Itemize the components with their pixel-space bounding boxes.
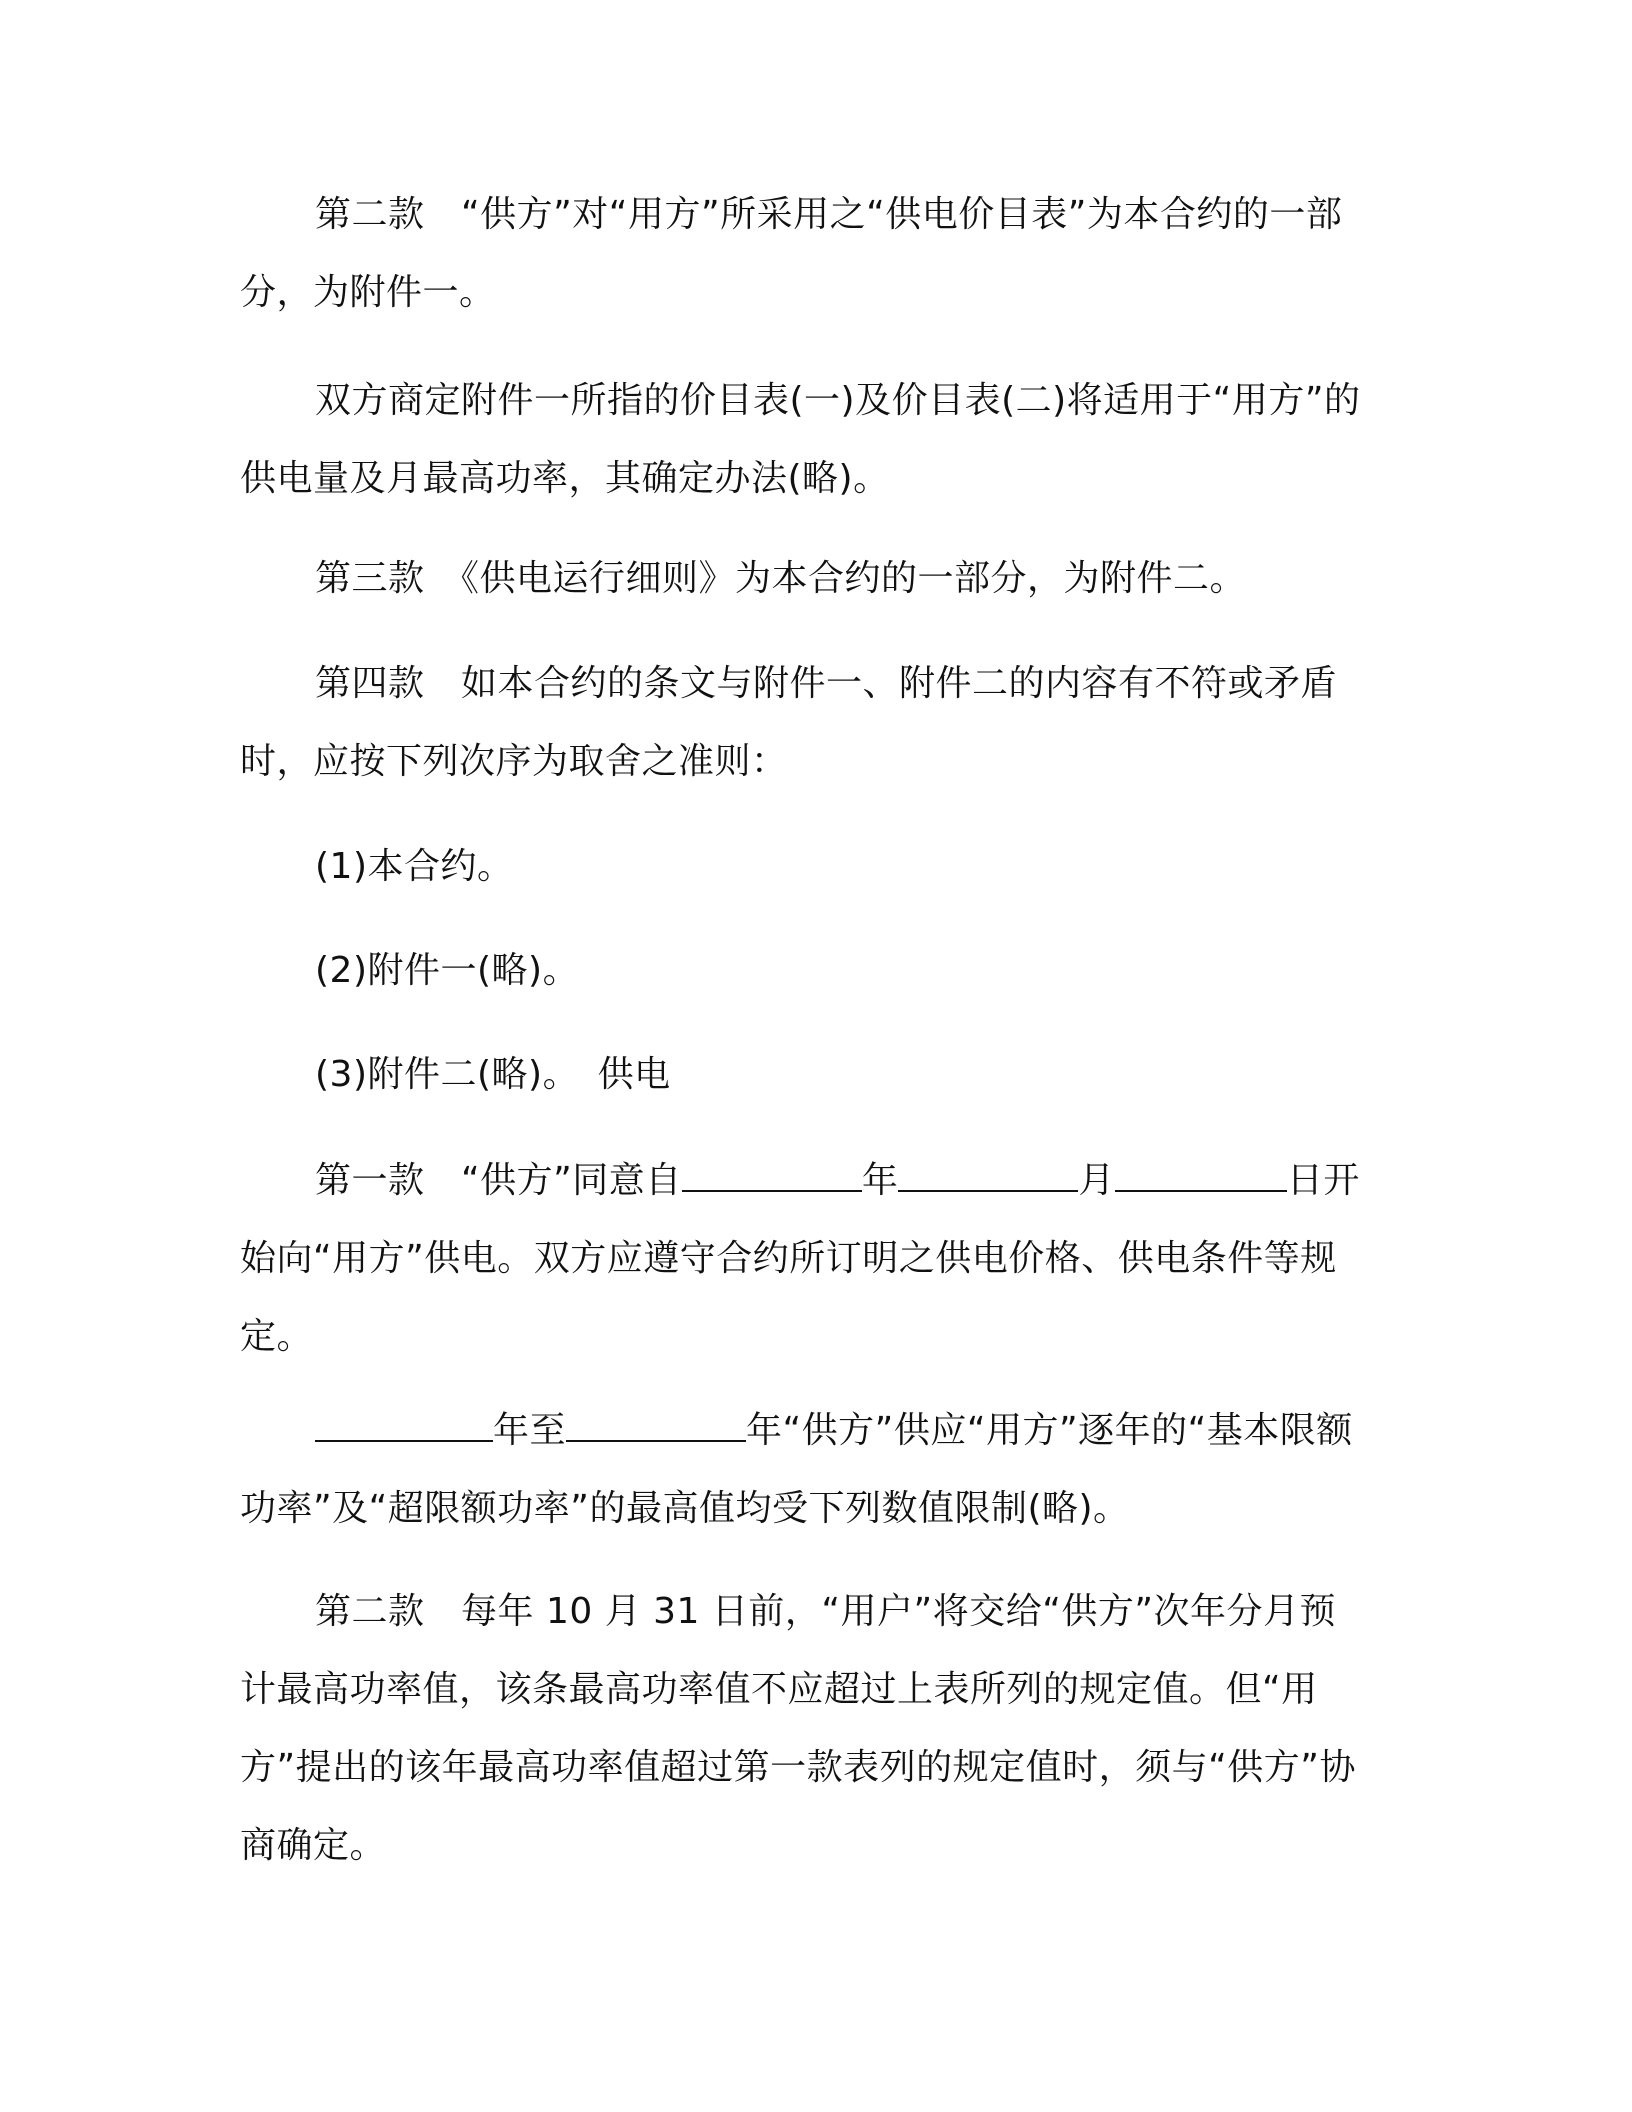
list-item-1: (1)本合约。	[315, 846, 514, 887]
clause-1-body: 日开始向“用方”供电。双方应遵守合约所订明之供电价格、供电条件等规定。	[240, 1160, 1360, 1357]
year-label: 年	[861, 1160, 899, 1201]
power-limits-body: 年“供方”供应“用方”逐年的“基本限额功率”及“超限额功率”的最高值均受下列数值限制(略)。	[240, 1410, 1353, 1529]
paragraph-clause-1-supply-start	[240, 1142, 1370, 1376]
month-label: 月	[1078, 1160, 1115, 1201]
clause-1-prefix: 第一款 “供方”同意自	[315, 1160, 682, 1201]
year-to-label: 年至	[493, 1410, 567, 1451]
paragraph-power-limits	[240, 1392, 1370, 1548]
end-year-blank-line	[566, 1400, 746, 1442]
paragraph-clause-3: 第三款 《供电运行细则》为本合约的一部分，为附件二。	[315, 558, 1247, 599]
list-item-2: (2)附件一(略)。	[315, 950, 580, 991]
day-blank-line	[1115, 1150, 1287, 1192]
paragraph-clause-2-max-power: 第二款 每年 10 月 31 日前，“用户”将交给“供方”次年分月预计最高功率值，该条最高功率值不应超过上表所列的规定值。但“用方”提出的该年最高功率值超过第一款表列的规定值时，须与“供方”协商确定。	[240, 1591, 1356, 1866]
month-blank-line	[898, 1150, 1078, 1192]
year-blank-line	[682, 1150, 862, 1192]
paragraph-price-table-agreement: 双方商定附件一所指的价目表(一)及价目表(二)将适用于“用方”的供电量及月最高功率，其确定办法(略)。	[240, 380, 1361, 499]
paragraph-clause-4: 第四款 如本合约的条文与附件一、附件二的内容有不符或矛盾时，应按下列次序为取舍之准则：	[240, 663, 1338, 782]
list-item-3-and-section-heading: (3)附件二(略)。 供电	[315, 1054, 671, 1095]
start-year-blank-line	[315, 1400, 493, 1442]
paragraph-clause-2-price-table: 第二款 “供方”对“用方”所采用之“供电价目表”为本合约的一部分，为附件一。	[240, 194, 1343, 313]
